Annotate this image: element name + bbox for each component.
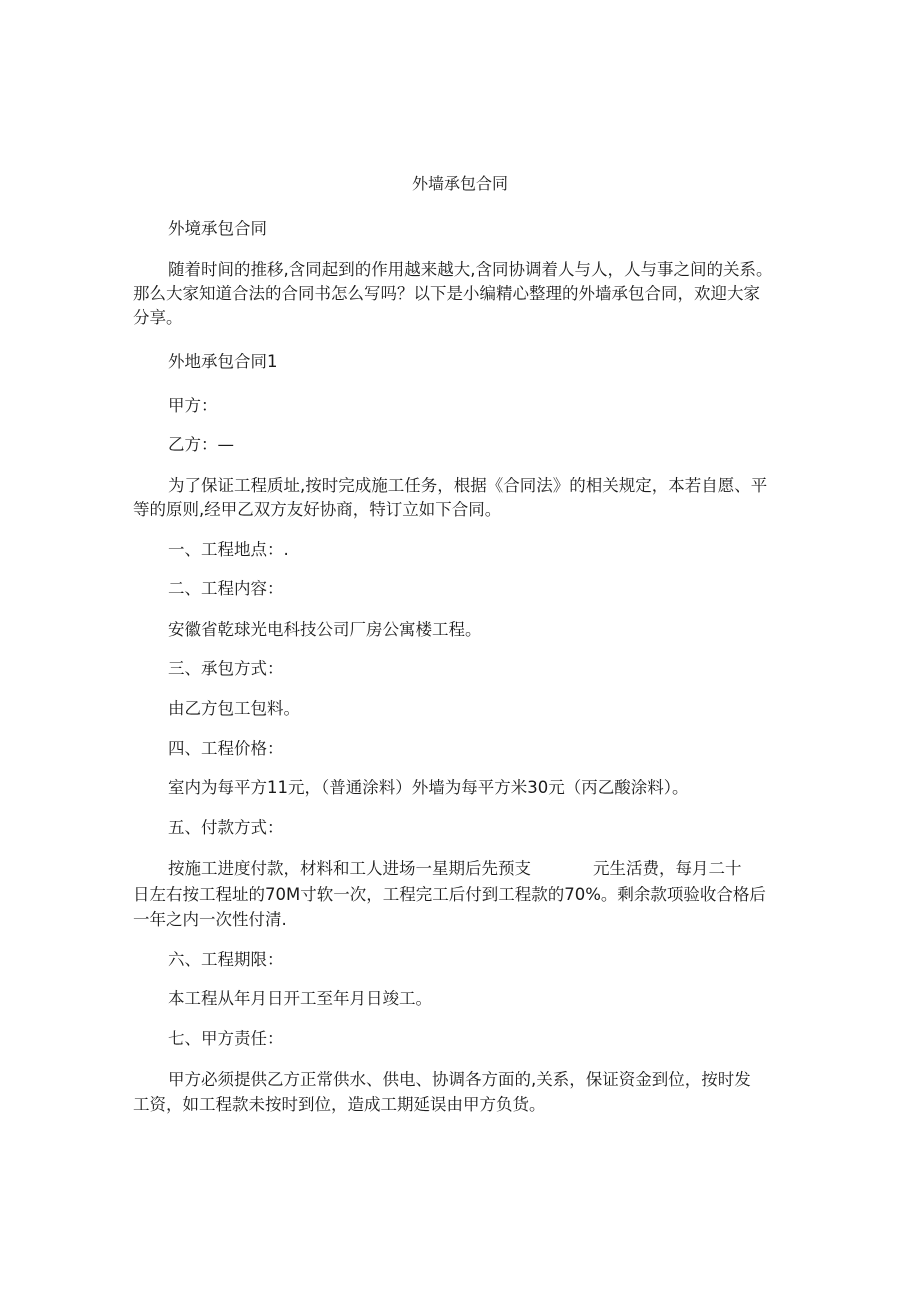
section-5-line-3: 一年之内一次性付清.	[133, 910, 287, 929]
intro-line-3: 分享。	[133, 308, 183, 327]
purpose-line-2: 等的原则,经甲乙双方友好协商，特订立如下合同。	[133, 500, 502, 519]
party-b-label: 乙方：—	[168, 435, 234, 454]
section-5-line-1-part-b: 元生活费，每月二十	[593, 859, 742, 878]
document-title: 外墙承包合同	[411, 174, 508, 193]
section-5-line-1	[168, 858, 742, 880]
section-1-heading: 一、工程地点：.	[168, 540, 289, 559]
section-4-content: 室内为每平方11元，（普通涂料）外墙为每平方米30元（丙乙酸涂料）。	[168, 778, 689, 797]
section-7-line-2: 工资，如工程款未按时到位，造成工期延误由甲方负货。	[133, 1095, 546, 1114]
intro-line-1: 随着时间的推移,含同起到的作用越来越大,含同协调着人与人，人与事之间的关系。	[168, 260, 773, 279]
section-5-line-1-part-a: 按施工进度付款，材料和工人进场一星期后先预支	[168, 859, 531, 878]
section-3-heading: 三、承包方式：	[168, 659, 284, 678]
section-7-heading: 七、甲方责任：	[168, 1029, 284, 1048]
contract-heading: 外地承包合同1	[168, 352, 278, 371]
intro-line-2: 那么大家知道合法的合同书怎么写吗？以下是小编精心整理的外墙承包合同，欢迎大家	[133, 284, 760, 303]
section-6-heading: 六、工程期限：	[168, 950, 284, 969]
section-2-heading: 二、工程内容：	[168, 579, 284, 598]
section-4-heading: 四、工程价格：	[168, 739, 284, 758]
section-5-heading: 五、付款方式：	[168, 818, 284, 837]
section-5-line-2: 日左右按工程址的70M寸软一次，工程完工后付到工程款的70%。剩余款项验收合格后	[133, 885, 766, 904]
section-3-content: 由乙方包工包料。	[168, 699, 300, 718]
section-7-line-1: 甲方必须提供乙方正常供水、供电、协调各方面的,关系，保证资金到位，按时发	[168, 1070, 751, 1089]
party-a-label: 甲方：	[168, 396, 218, 415]
purpose-line-1: 为了保证工程质址,按时完成施工任务，根据《合同法》的相关规定，本若自愿、平	[168, 476, 768, 495]
document-subtitle: 外境承包合同	[168, 219, 267, 238]
section-6-content: 本工程从年月日开工至年月日竣工。	[168, 989, 432, 1008]
section-2-content: 安徽省乾球光电科技公司厂房公寓楼工程。	[168, 620, 482, 639]
